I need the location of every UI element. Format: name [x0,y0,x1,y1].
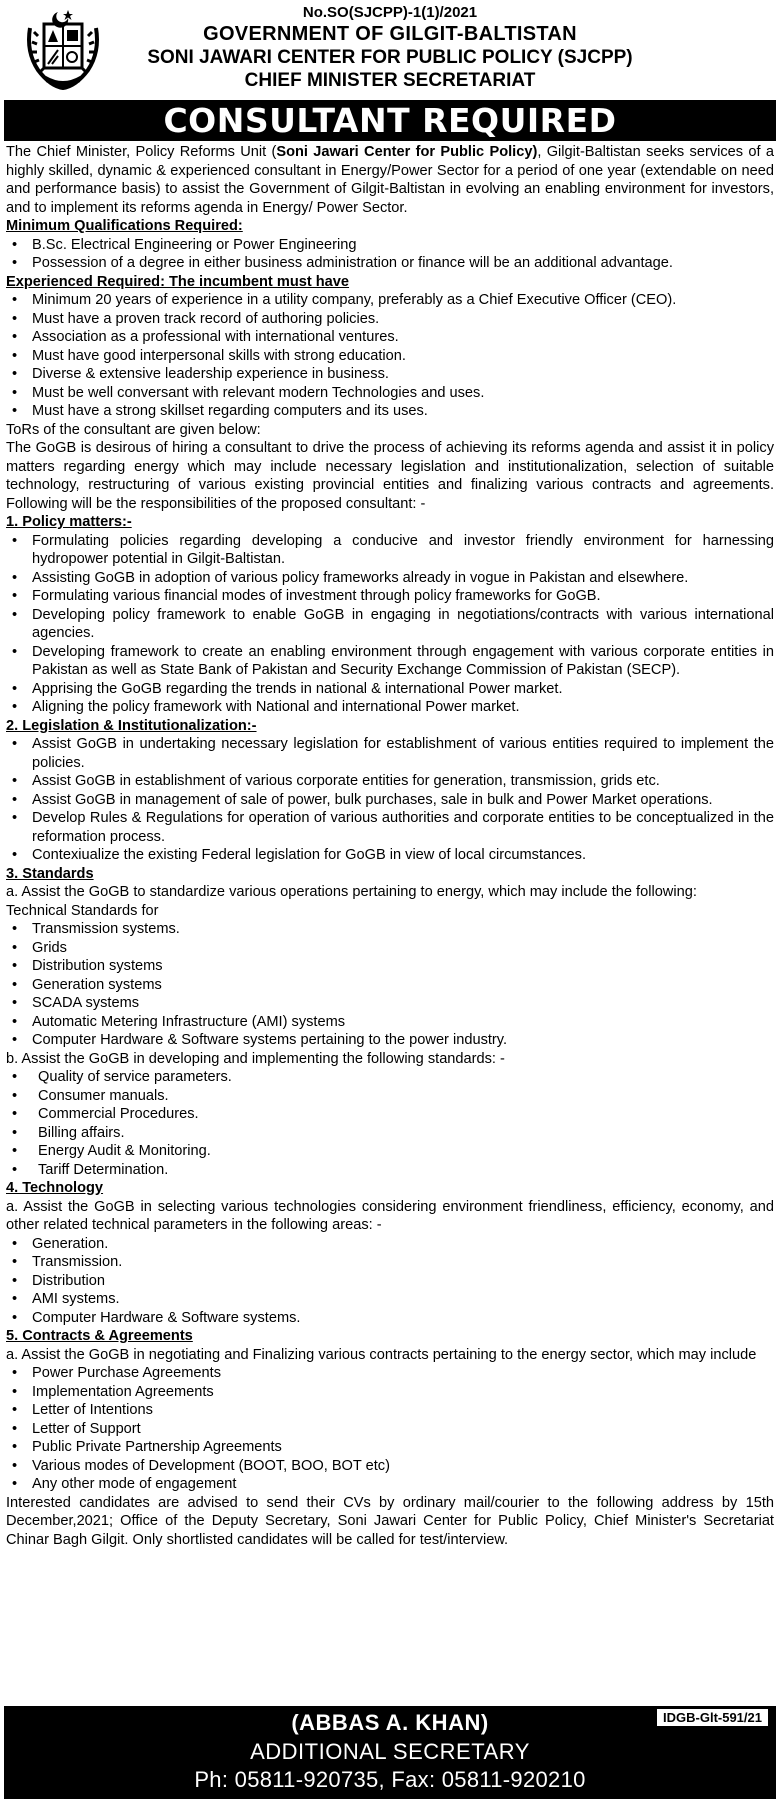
technical-standards-label: Technical Standards for [6,902,159,919]
reference-number: No.SO(SJCPP)-1(1)/2021 [302,4,478,21]
secretariat-title: CHIEF MINISTER SECRETARIAT [244,70,536,91]
qualifications-list [6,236,774,273]
list-item: • Generation systems [6,976,774,995]
list-item: • Implementation Agreements [6,1383,774,1402]
technology-list [6,1235,774,1328]
list-item: • Develop Rules & Regulations for operation of various authorities and corporate entities to be conceptualized in the reformation process. [6,809,774,846]
contracts-heading: 5. Contracts & Agreements [6,1328,193,1344]
list-item: • Association as a professional with international ventures. [6,328,774,347]
experience-list [6,291,774,421]
legislation-list [6,735,774,865]
list-item: • Assist GoGB in management of sale of power, bulk purchases, sale in bulk and Power Market operations. [6,791,774,810]
header [4,0,776,100]
standards-a-text: a. Assist the GoGB to standardize various operations pertaining to energy, which may include the following: [6,884,697,900]
list-item: • Transmission. [6,1253,774,1272]
policy-heading: 1. Policy matters:- [6,514,132,530]
list-item: • Minimum 20 years of experience in a utility company, preferably as a Chief Executive Officer (CEO). [6,291,774,310]
list-item: • Must be well conversant with relevant modern Technologies and uses. [6,384,774,403]
list-item: • Must have good interpersonal skills with strong education. [6,347,774,366]
legislation-heading: 2. Legislation & Institutionalization:- [6,717,257,734]
list-item: • Any other mode of engagement [6,1475,774,1494]
list-item: • Formulating policies regarding developing a conducive and investor friendly environment for harnessing hydropower potential in Gilgit-Baltistan. [6,532,774,569]
signatory-title: ADDITIONAL SECRETARY [250,1739,530,1764]
intro-bold: Soni Jawari Center for Public Policy) [276,144,538,160]
government-emblem-icon [22,6,104,92]
list-item: • Power Purchase Agreements [6,1364,774,1383]
list-item: • Transmission systems. [6,920,774,939]
policy-list [6,532,774,717]
qualifications-heading: Minimum Qualifications Required: [6,218,243,234]
contracts-a-text: a. Assist the GoGB in negotiating and Finalizing various contracts pertaining to the energy sector, which may include [6,1346,757,1363]
tors-paragraph: The GoGB is desirous of hiring a consultant to drive the process of achieving its reforms agenda and assist it in policy matters regarding energy which may include necessary legislation and institutionalization, selection of suitable technology, restructuring of various existing provincial entities and finalizing various contracts and agreements. Following will be the responsibilities of the proposed consultant: - [6,440,774,512]
list-item: • Commercial Procedures. [6,1105,774,1124]
technology-heading: 4. Technology [6,1180,104,1196]
intro-text: The Chief Minister, Policy Reforms Unit ( [6,144,277,160]
consultant-required-banner: CONSULTANT REQUIRED [4,100,776,141]
signature-block [4,1706,776,1799]
standards-b-list [6,1068,774,1179]
signatory-name: (ABBAS A. KHAN) [291,1710,489,1735]
list-item: • Must have a strong skillset regarding computers and its uses. [6,402,774,421]
closing-paragraph: Interested candidates are advised to send their CVs by ordinary mail/courier to the following address by 15th December,2021; Office of the Deputy Secretary, Soni Jawari Center for Public Policy, Chief Minister's Secretariat Chinar Bagh Gilgit. Only shortlisted candidates will be called for test/interview. [6,1494,774,1548]
list-item: • Letter of Intentions [6,1401,774,1420]
list-item: • Public Private Partnership Agreements [6,1438,774,1457]
list-item: • Various modes of Development (BOOT, BOO, BOT etc) [6,1457,774,1476]
center-title: SONI JAWARI CENTER FOR PUBLIC POLICY (SJCPP) [147,47,633,68]
advertisement-code: IDGB-Glt-591/21 [657,1709,768,1726]
list-item: • Contexiualize the existing Federal legislation for GoGB in view of local circumstances. [6,846,774,865]
list-item: • Assist GoGB in undertaking necessary legislation for establishment of various entities required to implement the policies. [6,735,774,772]
list-item: • Computer Hardware & Software systems. [6,1309,774,1328]
list-item: • Letter of Support [6,1420,774,1439]
list-item: • Developing policy framework to enable GoGB in engaging in negotiations/contracts with various international agencies. [6,606,774,643]
list-item: • Apprising the GoGB regarding the trends in national & international Power market. [6,680,774,699]
standards-b-text: b. Assist the GoGB in developing and implementing the following standards: - [6,1050,505,1067]
technical-standards-list [6,920,774,1050]
list-item: • Computer Hardware & Software systems pertaining to the power industry. [6,1031,774,1050]
list-item: • Tariff Determination. [6,1161,774,1180]
list-item: • Billing affairs. [6,1124,774,1143]
technology-a-text: a. Assist the GoGB in selecting various technologies considering environment friendliness, efficiency, economy, and other related technical parameters in the following areas: - [6,1198,774,1233]
list-item: • Developing framework to create an enabling environment through engagement with various corporate entities in Pakistan as well as State Bank of Pakistan and Security Exchange Commission of Pakistan (SECP). [6,643,774,680]
tors-intro: ToRs of the consultant are given below: [6,421,261,438]
list-item: • B.Sc. Electrical Engineering or Power Engineering [6,236,774,255]
list-item: • Assisting GoGB in adoption of various policy frameworks already in vogue in Pakistan and elsewhere. [6,569,774,588]
list-item: • Distribution [6,1272,774,1291]
list-item: • Possession of a degree in either business administration or finance will be an additional advantage. [6,254,774,273]
list-item: • AMI systems. [6,1290,774,1309]
list-item: • Energy Audit & Monitoring. [6,1142,774,1161]
intro-paragraph [6,143,774,217]
list-item: • Quality of service parameters. [6,1068,774,1087]
list-item: • Generation. [6,1235,774,1254]
government-title: GOVERNMENT OF GILGIT-BALTISTAN [203,23,577,45]
list-item: • Diverse & extensive leadership experience in business. [6,365,774,384]
list-item: • Aligning the policy framework with National and international Power market. [6,698,774,717]
standards-heading: 3. Standards [6,865,94,882]
contracts-list [6,1364,774,1494]
list-item: • Must have a proven track record of authoring policies. [6,310,774,329]
list-item: • Consumer manuals. [6,1087,774,1106]
list-item: • Assist GoGB in establishment of various corporate entities for generation, transmission, grids etc. [6,772,774,791]
contact-numbers: Ph: 05811-920735, Fax: 05811-920210 [194,1767,586,1792]
intro-text-rest: , Gilgit-Baltistan seeks services of a highly skilled, dynamic & experienced consultant in Energy/Power Sector for a period of one year (extendable on need and performance basis) to assist the Government of Gilgit-Baltistan in evolving an enabling environment for investors, and to implement its reforms agenda in Energy/ Power Sector. [6,144,774,216]
list-item: • Formulating various financial modes of investment through policy frameworks for GoGB. [6,587,774,606]
advertisement-body [4,141,776,1549]
list-item: • SCADA systems [6,994,774,1013]
list-item: • Grids [6,939,774,958]
list-item: • Automatic Metering Infrastructure (AMI) systems [6,1013,774,1032]
list-item: • Distribution systems [6,957,774,976]
experience-heading: Experienced Required: The incumbent must have [6,273,350,290]
